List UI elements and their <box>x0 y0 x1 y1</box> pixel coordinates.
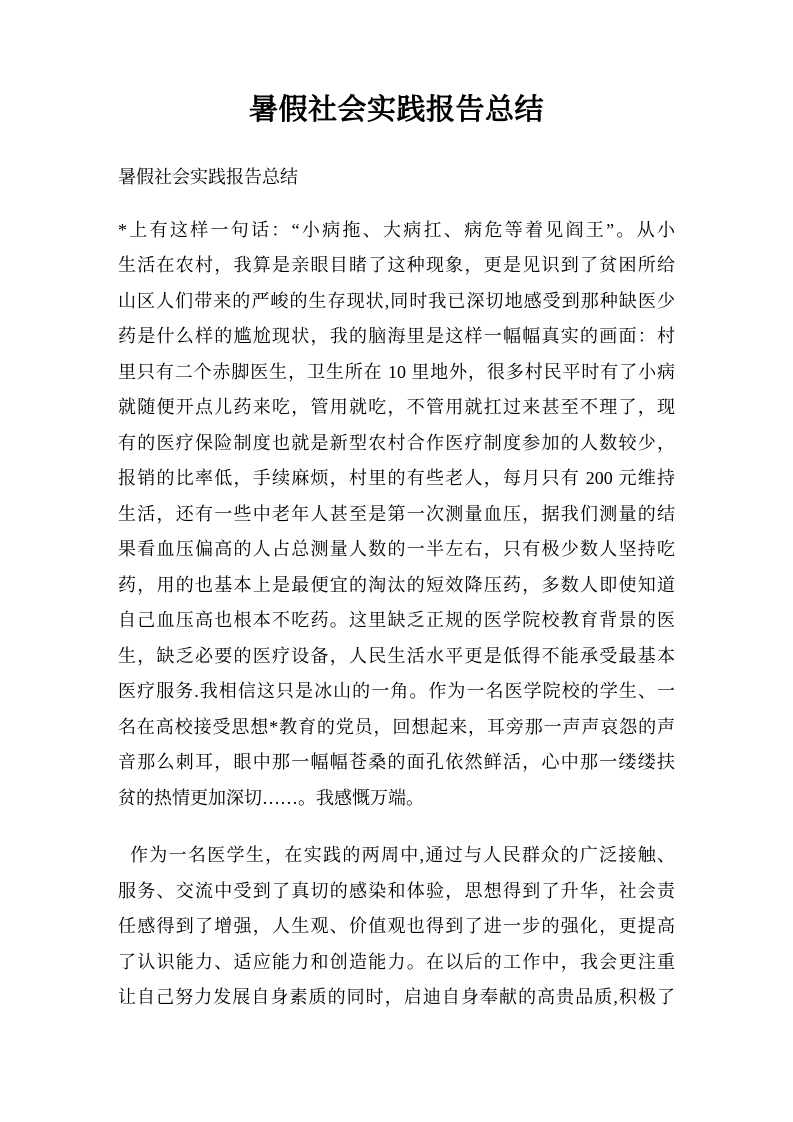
document-title: 暑假社会实践报告总结 <box>248 94 544 126</box>
text-line: 名在高校接受思想*教育的党员，回想起来，耳旁那一声声哀怨的声 <box>118 716 675 737</box>
text-line: 服务、交流中受到了真切的感染和体验，思想得到了升华，社会责 <box>118 880 675 901</box>
paragraph <box>118 213 675 817</box>
text-line: 让自己努力发展自身素质的同时，启迪自身奉献的高贵品质,积极了 <box>118 987 675 1007</box>
text-line: 里只有二个赤脚医生，卫生所在 10 里地外，很多村民平时有了小病 <box>118 361 675 382</box>
text-line: 就随便开点儿药来吃，管用就吃，不管用就扛过来甚至不理了，现 <box>118 397 675 417</box>
text-line: 贫的热情更加深切……。我感慨万端。 <box>118 787 424 808</box>
paragraph <box>118 838 675 1016</box>
text-line: 药是什么样的尴尬现状，我的脑海里是这样一幅幅真实的画面：村 <box>118 326 675 346</box>
text-line: 有的医疗保险制度也就是新型农村合作医疗制度参加的人数较少， <box>118 432 675 453</box>
text-line: 生，缺乏必要的医疗设备，人民生活水平更是低得不能承受最基本 <box>118 645 675 666</box>
text-line: 药，用的也基本上是最便宜的淘汰的短效降压药，多数人即使知道 <box>118 574 675 595</box>
document-body <box>118 213 675 1016</box>
text-line: 报销的比率低，手续麻烦，村里的有些老人，每月只有 200 元维持 <box>118 468 675 488</box>
text-line: 音那么刺耳，眼中那一幅幅苍桑的面孔依然鲜活，心中那一缕缕扶 <box>118 752 675 772</box>
text-line: 了认识能力、适应能力和创造能力。在以后的工作中，我会更注重 <box>118 951 675 972</box>
text-line: 生活在农村，我算是亲眼目睹了这种现象，更是见识到了贫困所给 <box>118 255 675 275</box>
text-line: 自己血压高也根本不吃药。这里缺乏正规的医学院校教育背景的医 <box>118 610 675 630</box>
text-line: 山区人们带来的严峻的生存现状,同时我已深切地感受到那种缺医少 <box>118 290 675 311</box>
text-line: *上有这样一句话：“小病拖、大病扛、病危等着见阎王”。从小 <box>118 219 675 240</box>
text-line: 作为一名医学生，在实践的两周中,通过与人民群众的广泛接触、 <box>130 845 675 865</box>
document-subtitle: 暑假社会实践报告总结 <box>118 167 298 187</box>
text-line: 生活，还有一些中老年人甚至是第一次测量血压，据我们测量的结 <box>118 503 675 524</box>
text-line: 任感得到了增强，人生观、价值观也得到了进一步的强化，更提高 <box>118 916 675 936</box>
text-line: 果看血压偏高的人占总测量人数的一半左右，只有极少数人坚持吃 <box>118 539 675 559</box>
text-line: 医疗服务.我相信这只是冰山的一角。作为一名医学院校的学生、一 <box>118 681 675 701</box>
